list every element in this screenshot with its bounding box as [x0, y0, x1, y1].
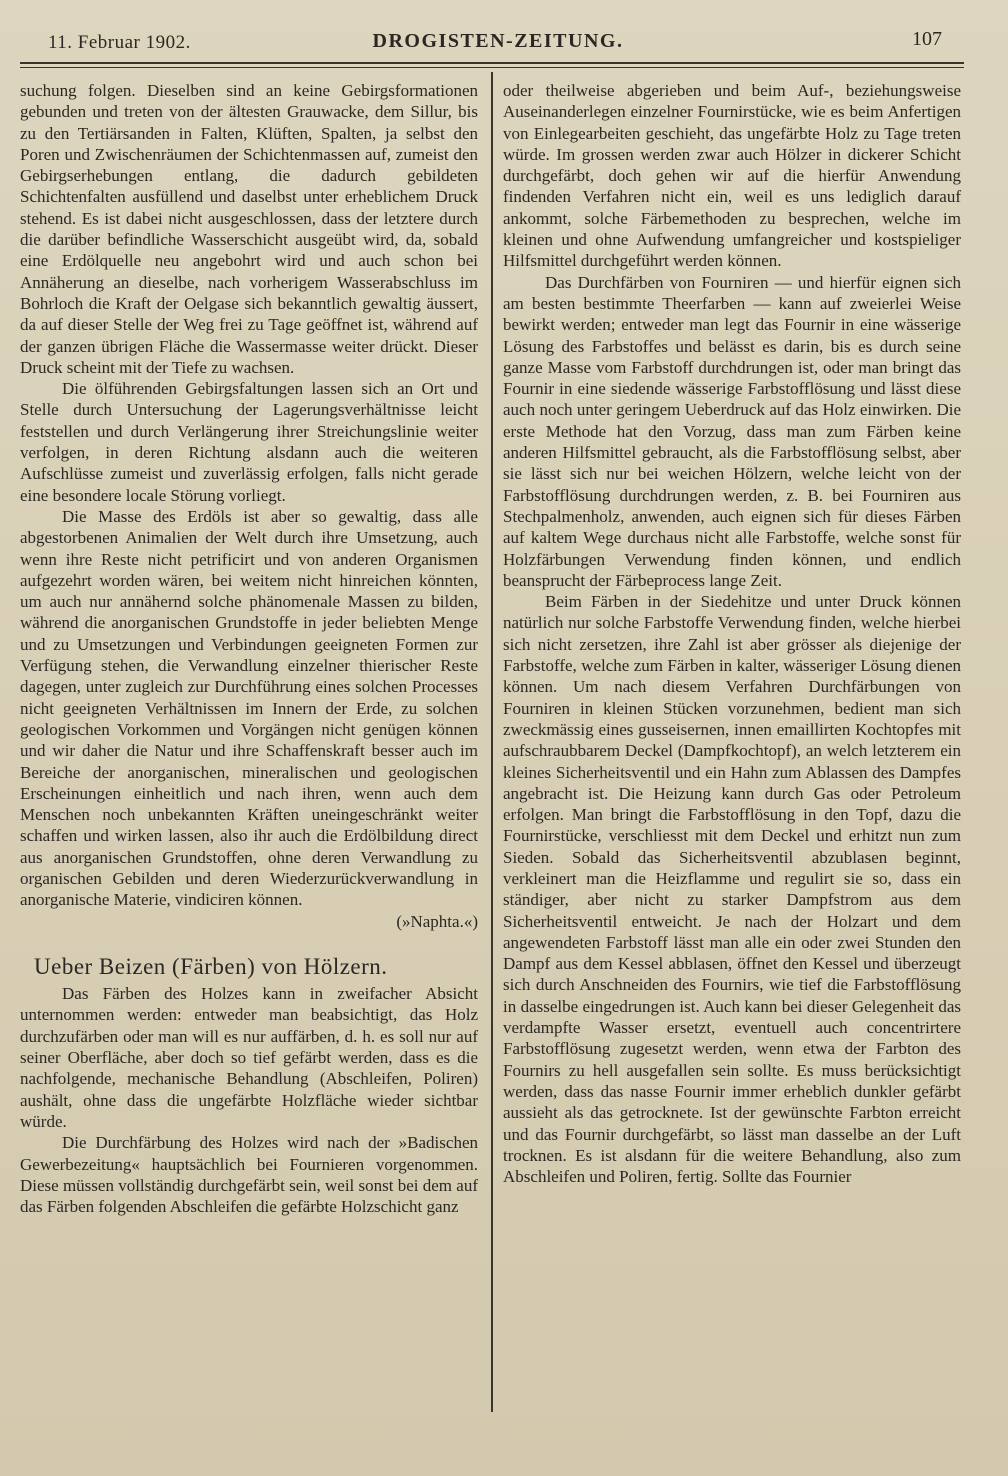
- header-rule-thick: [20, 62, 964, 64]
- header-rule-thin: [20, 67, 964, 68]
- article-paragraph: Die ölführenden Gebirgsfaltungen lassen sich an Ort und Stelle durch Untersuchung der Lagerungsverhältnisse leicht feststellen und durch Verlängerung ihrer Streichungslinie weiter verfolgen, in deren Richtung alsdann auch die weiteren Aufschlüsse zumeist und zuverlässig erfolgen, falls nicht gerade eine besondere locale Störung vorliegt.: [20, 379, 478, 505]
- article-paragraph: Das Durchfärben von Fourniren — und hierfür eignen sich am besten bestimmte Theerfarben — kann auf zweierlei Weise bewirkt werden; entweder man legt das Fournir in eine wässerige Lösung des Farbstoffes und belässt es darin, bis es durch seine ganze Masse vom Farbstoff durchdrungen ist, oder man bringt das Fournir in eine siedende wässerige Farbstofflösung und lässt diese auch noch unter geringem Ueberdruck auf das Holz einwirken. Die erste Methode hat den Vorzug, dass man zum Färben keine anderen Hilfsmittel gebraucht, als die Farbstofflösung selbst, aber sie lässt sich nur bei weichen Hölzern, welche leicht von der Farbstofflösung durchdrungen werden, z. B. bei Fourniren aus Stechpalmenholz, anwenden, auch eignen sich für dieses Färben auf kaltem Wege durchaus nicht alle Farbstoffe, welche sonst für Holzfärbungen Verwendung finden können, und endlich beansprucht der Färbeprocess lange Zeit.: [503, 272, 961, 590]
- page-number: 107: [912, 28, 942, 50]
- article-paragraph: oder theilweise abgerieben und beim Auf-, beziehungsweise Auseinanderlegen einzelner Fournirstücke, wie es beim Anfertigen von Einlegearbeiten geschieht, das ungefärbte Holz zu Tage treten würde. Im grossen werden zwar auch Hölzer in dickerer Schicht durchgefärbt, doch gehen wir auf die hierfür Anwendung findenden Verfahren nicht ein, weil es uns lediglich darauf ankommt, solche Färbemethoden zu besprechen, welche im kleinen und ohne Aufwendung umfangreicher und kostspieliger Hilfsmittel durchgeführt werden können.: [503, 81, 961, 271]
- right-column: [503, 80, 961, 1187]
- article-paragraph: suchung folgen. Dieselben sind an keine Gebirgsformationen gebunden und treten von der ältesten Grauwacke, dem Sillur, bis zu den Tertiärsanden in Falten, Klüften, Spalten, ja selbst den Poren und Zwischenräumen der Schichtenmassen auf, zumeist den Gebirgserhebungen entlang, die dadurch gebildeten Schichtenfalten ausfüllend und daselbst unter erheblichem Druck stehend. Es ist dabei nicht ausgeschlossen, dass der letztere durch die darüber befindliche Wasserschicht ausgeübt wird, da, sobald eine Erdölquelle neu angebohrt wird und auch schon bei Annäherung an dieselbe, nach vorherigem Wasserabschluss im Bohrloch die Kraft der Oelgase sich bekanntlich gewaltig äussert, da auf dieser Stelle der Weg frei zu Tage geöffnet ist, während auf der ganzen übrigen Fläche die Wassermasse weiter drückt. Dieser Druck scheint mit der Tiefe zu wachsen.: [20, 81, 478, 377]
- article-paragraph: Das Färben des Holzes kann in zweifacher Absicht unternommen werden: entweder man beabsichtigt, das Holz durchzufärben oder man will es nur auffärben, d. h. es soll nur auf seiner Oberfläche, aber doch so tief gefärbt werden, dass es die nachfolgende, mechanische Behandlung (Abschleifen, Poliren) aushält, ohne dass die ungefärbte Holzfläche wieder sichtbar würde.: [20, 984, 478, 1131]
- article-paragraph: Die Masse des Erdöls ist aber so gewaltig, dass alle abgestorbenen Animalien der Welt durch ihre Umsetzung, auch wenn ihre Reste nicht petrificirt und von anderen Organismen aufgezehrt worden wären, bei weitem nicht hinreichen könnten, um auch nur annähernd solche phänomenale Massen zu bilden, während die anorganischen Grundstoffe in jeder beliebten Menge und zu Umsetzungen und Verbindungen geeigneten Formen zur Verfügung stehen, die Verwandlung einzelner thierischer Reste dagegen, unter zugleich zur Durchführung eines solchen Processes nicht geeigneten Verhältnissen im Innern der Erde, zu solchen geologischen Vorkommen und Vorgängen nicht genügen können und wir daher die Natur und ihre Schaffenskraft besser auch im Bereiche der anorganischen, mineralischen und geologischen Erscheinungen einheitlich und nach ihren, wenn auch dem Menschen noch unbekannten Kräften uneingeschränkt weiter schaffen und wirken lassen, also ihr auch die Erdölbildung direct aus anorganischen Grundstoffen, ohne deren Verwandlung zu organischen Gebilden und deren Wiederzurückverwandlung in anorganische Materie, vindiciren können.: [20, 506, 478, 910]
- journal-title: DROGISTEN-ZEITUNG.: [372, 30, 624, 52]
- issue-date: 11. Februar 1902.: [48, 32, 191, 53]
- left-column: [20, 80, 478, 1217]
- page-header: [36, 28, 960, 58]
- source-signature: (»Naphta.«): [396, 911, 478, 931]
- article-paragraph: Die Durchfärbung des Holzes wird nach der »Badischen Gewerbezeitung« hauptsächlich bei Fournieren vorgenommen. Diese müssen vollständig durchgefärbt sein, weil sonst bei dem auf das Färben folgenden Abschleifen die gefärbte Holzschicht ganz: [20, 1133, 478, 1217]
- article-heading: Ueber Beizen (Färben) von Hölzern.: [34, 953, 388, 979]
- column-divider: [491, 72, 493, 1412]
- article-paragraph: Beim Färben in der Siedehitze und unter Druck können natürlich nur solche Farbstoffe Verwendung finden, welche hierbei sich nicht zersetzen, ihre Zahl ist aber grösser als diejenige der Farbstoffe, welche zum Färben in kalter, wässeriger Lösung dienen können. Um nach diesem Verfahren Durchfärbungen von Fourniren in kleinen Stücken vorzunehmen, bedient man sich zweckmässig eines gusseisernen, innen emaillirten Kochtopfes mit aufschraubbarem Deckel (Dampfkochtopf), an welch letzterem ein kleines Sicherheitsventil und ein Hahn zum Ablassen des Dampfes angebracht ist. Die Heizung kann durch Gas oder Petroleum erfolgen. Man bringt die Farbstofflösung in den Topf, dazu die Fournirstücke, verschliesst mit dem Deckel und erhitzt nun zum Sieden. Sobald das Sicherheitsventil abzublasen beginnt, verkleinert man die Heizflamme und regulirt sie so, dass ein ständiger, aber nicht zu starker Dampfstrom aus dem Sicherheitsventil entweicht. Je nach der Holzart und dem angewendeten Farbstoff lässt man alle ein oder zwei Stunden den Dampf aus dem Kessel abblasen, öffnet den Kessel und überzeugt sich durch Anschneiden des Fournirs, wie tief die Farbstofflösung in dasselbe eingedrungen ist. Auch kann bei dieser Gelegenheit das verdampfte Wasser ersetzt, eventuell auch concentrirtere Farbstofflösung zugesetzt werden, wenn etwa der Farbton des Fournirs zu hell ausgefallen sein sollte. Es muss berücksichtigt werden, dass das nasse Fournir immer erheblich dunkler gefärbt aussieht als das getrocknete. Ist der gewünschte Farbton erreicht und das Fournir durchgefärbt, so lässt man dasselbe an der Luft trocknen. Es ist alsdann für die weitere Behandlung, also zum Abschleifen und Poliren, fertig. Sollte das Fournier: [503, 592, 961, 1187]
